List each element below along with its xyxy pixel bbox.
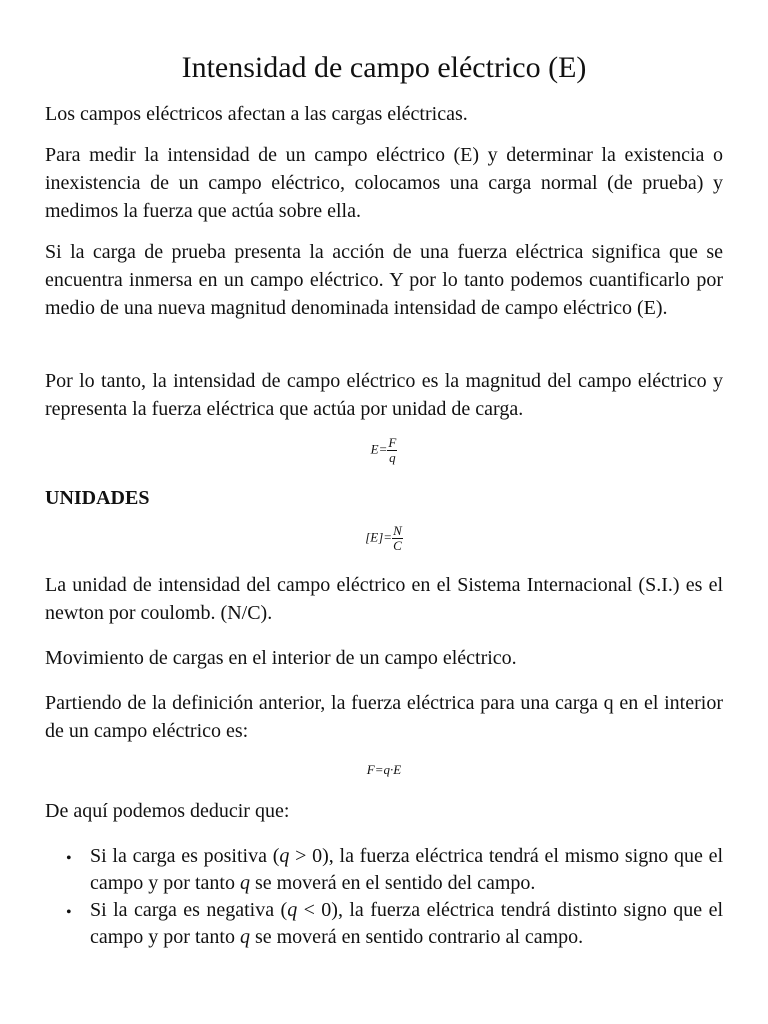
paragraph-si-unit: La unidad de intensidad del campo eléctrico en el Sistema Internacional (S.I.) es el newton por coulomb. (N/C). bbox=[45, 574, 723, 624]
bullet-text-part: Si la carga es positiva ( bbox=[90, 845, 280, 867]
bullet-variable: q bbox=[287, 899, 298, 921]
formula-field-intensity bbox=[0, 436, 768, 465]
paragraph-definition: Por lo tanto, la intensidad de campo eléctrico es la magnitud del campo eléctrico y representa la fuerza eléctrica que actúa por unidad de carga. bbox=[45, 370, 723, 420]
heading-units: UNIDADES bbox=[45, 487, 150, 509]
formula-denominator: q bbox=[389, 450, 396, 465]
list-item bbox=[90, 897, 723, 951]
bullet-text-part: Si la carga es negativa ( bbox=[90, 899, 288, 921]
formula-numerator: N bbox=[393, 523, 402, 538]
formula-numerator: F bbox=[388, 435, 397, 450]
bullet-icon: • bbox=[66, 904, 72, 921]
paragraph-deduce: De aquí podemos deducir que: bbox=[45, 800, 290, 822]
paragraph-measure: Para medir la intensidad de un campo eléctrico (E) y determinar la existencia o inexistencia de un campo eléctrico, colocamos una carga normal (de prueba) y medimos la fuerza que actúa sobre ella. bbox=[45, 144, 723, 222]
document-title: Intensidad de campo eléctrico (E) bbox=[181, 51, 587, 84]
bullet-icon: • bbox=[66, 850, 72, 867]
bullet-variable: q bbox=[239, 872, 250, 894]
paragraph-force-definition: Partiendo de la definición anterior, la fuerza eléctrica para una carga q en el interior de un campo eléctrico es: bbox=[45, 692, 723, 742]
formula-units bbox=[0, 524, 768, 553]
formula-lhs: [E]= bbox=[365, 529, 393, 545]
list-item bbox=[90, 843, 723, 897]
paragraph-test-charge: Si la carga de prueba presenta la acción de una fuerza eléctrica significa que se encuentra inmersa en un campo eléctrico. Y por lo tanto podemos cuantificarlo por medio de una nueva magnitud denominada intensidad de campo eléctrico (E). bbox=[45, 241, 723, 319]
bullet-text-part: se moverá en el sentido del campo. bbox=[249, 872, 536, 894]
paragraph-intro: Los campos eléctricos afectan a las cargas eléctricas. bbox=[45, 103, 468, 125]
bullet-text-part: se moverá en sentido contrario al campo. bbox=[249, 926, 584, 948]
bullet-text-part: < 0), la fuerza eléctrica tendrá distinto signo que el campo y por tanto bbox=[90, 899, 724, 948]
formula-lhs: E= bbox=[370, 441, 388, 457]
bullet-variable: q bbox=[279, 845, 290, 867]
formula-fraction bbox=[387, 436, 397, 465]
bullet-text-part: > 0), la fuerza eléctrica tendrá el mismo signo que el campo y por tanto bbox=[90, 845, 723, 894]
formula-force: F=q·E bbox=[366, 762, 402, 777]
paragraph-movement: Movimiento de cargas en el interior de un campo eléctrico. bbox=[45, 647, 517, 669]
formula-fraction bbox=[392, 524, 403, 553]
formula-denominator: C bbox=[393, 538, 402, 553]
bullet-variable: q bbox=[239, 926, 250, 948]
